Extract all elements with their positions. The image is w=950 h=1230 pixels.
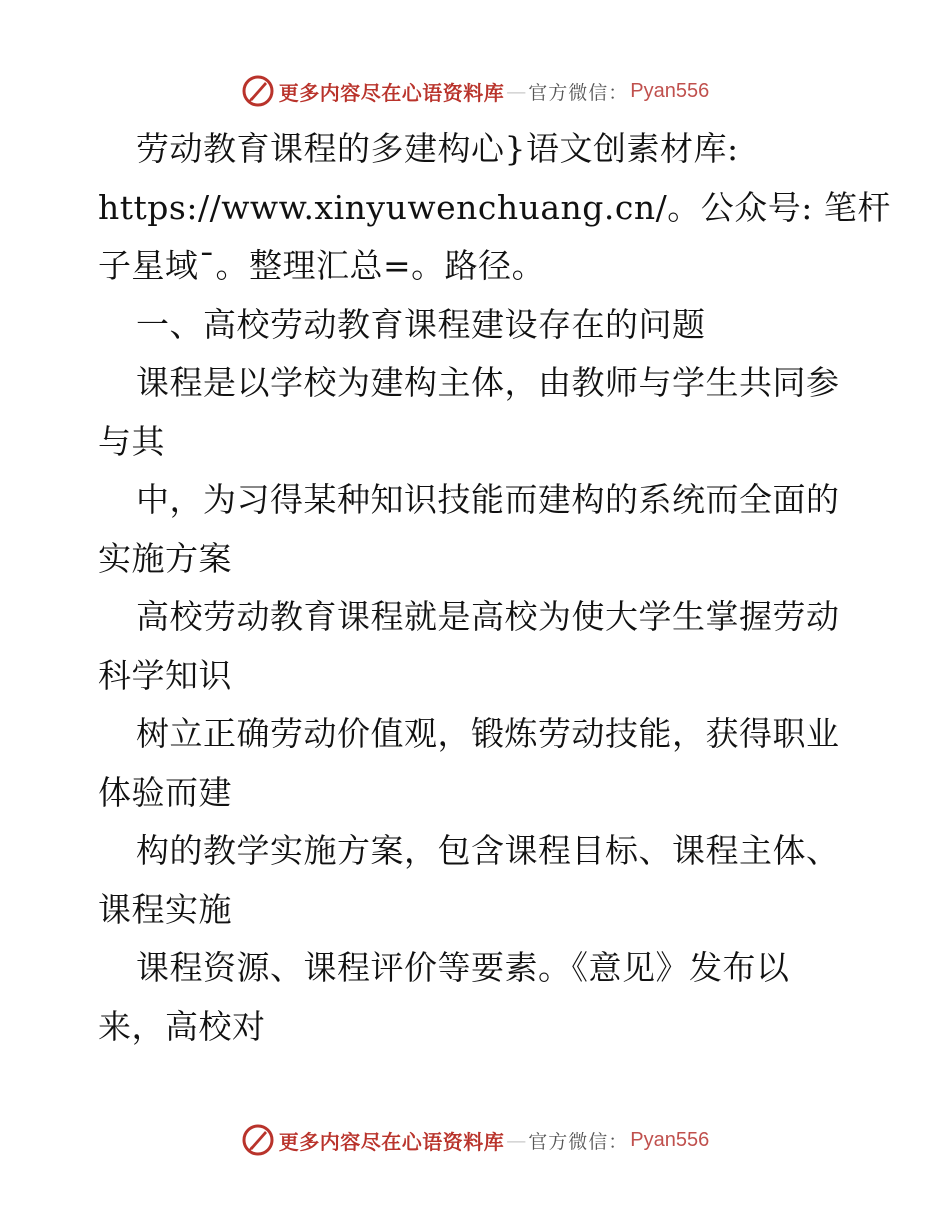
body-line: 子星域¯。整理汇总=。路径。 (98, 246, 546, 285)
body-line: 科学知识 (98, 655, 232, 695)
quill-logo-icon (241, 1123, 275, 1157)
body-line: 课程是以学校为建构主体，由教师与学生共同参 (136, 363, 840, 402)
body-line: 劳动教育课程的多建构心}语文创素材库: (136, 129, 739, 168)
body-line: 高校劳动教育课程就是高校为使大学生掌握劳动 (136, 597, 840, 636)
body-line: 构的教学实施方案，包含课程目标、课程主体、 (136, 831, 840, 870)
document-body (98, 120, 891, 1056)
footer-watermark-banner (0, 1120, 950, 1160)
body-line: 体验而建 (98, 772, 232, 812)
body-line: 树立正确劳动价值观，锻炼劳动技能，获得职业 (136, 714, 840, 753)
body-line: 来，高校对 (98, 1006, 266, 1046)
quill-logo-icon (241, 74, 275, 108)
body-line: 与其 (98, 421, 165, 461)
wechat-id: Pyan556 (630, 79, 710, 102)
body-line: 课程资源、课程评价等要素。《意见》发布以 (136, 948, 790, 987)
body-line: 实施方案 (98, 538, 232, 578)
header-watermark-banner (0, 71, 950, 111)
wechat-label: 官方微信： (528, 1130, 629, 1153)
body-line: 课程实施 (98, 889, 232, 929)
wechat-id: Pyan556 (630, 1128, 710, 1151)
body-line: 中，为习得某种知识技能而建构的系统而全面的 (136, 480, 840, 519)
wechat-label: 官方微信： (528, 81, 629, 104)
brand-text: 更多内容尽在心语资料库 (278, 80, 505, 105)
body-line: https://www.xinyuwenchuang.cn/。公众号: 笔杆 (98, 187, 891, 227)
banner-dash: — (506, 1128, 527, 1152)
brand-text: 更多内容尽在心语资料库 (278, 1129, 505, 1154)
section-heading: 一、高校劳动教育课程建设存在的问题 (136, 304, 706, 344)
banner-dash: — (506, 79, 527, 103)
